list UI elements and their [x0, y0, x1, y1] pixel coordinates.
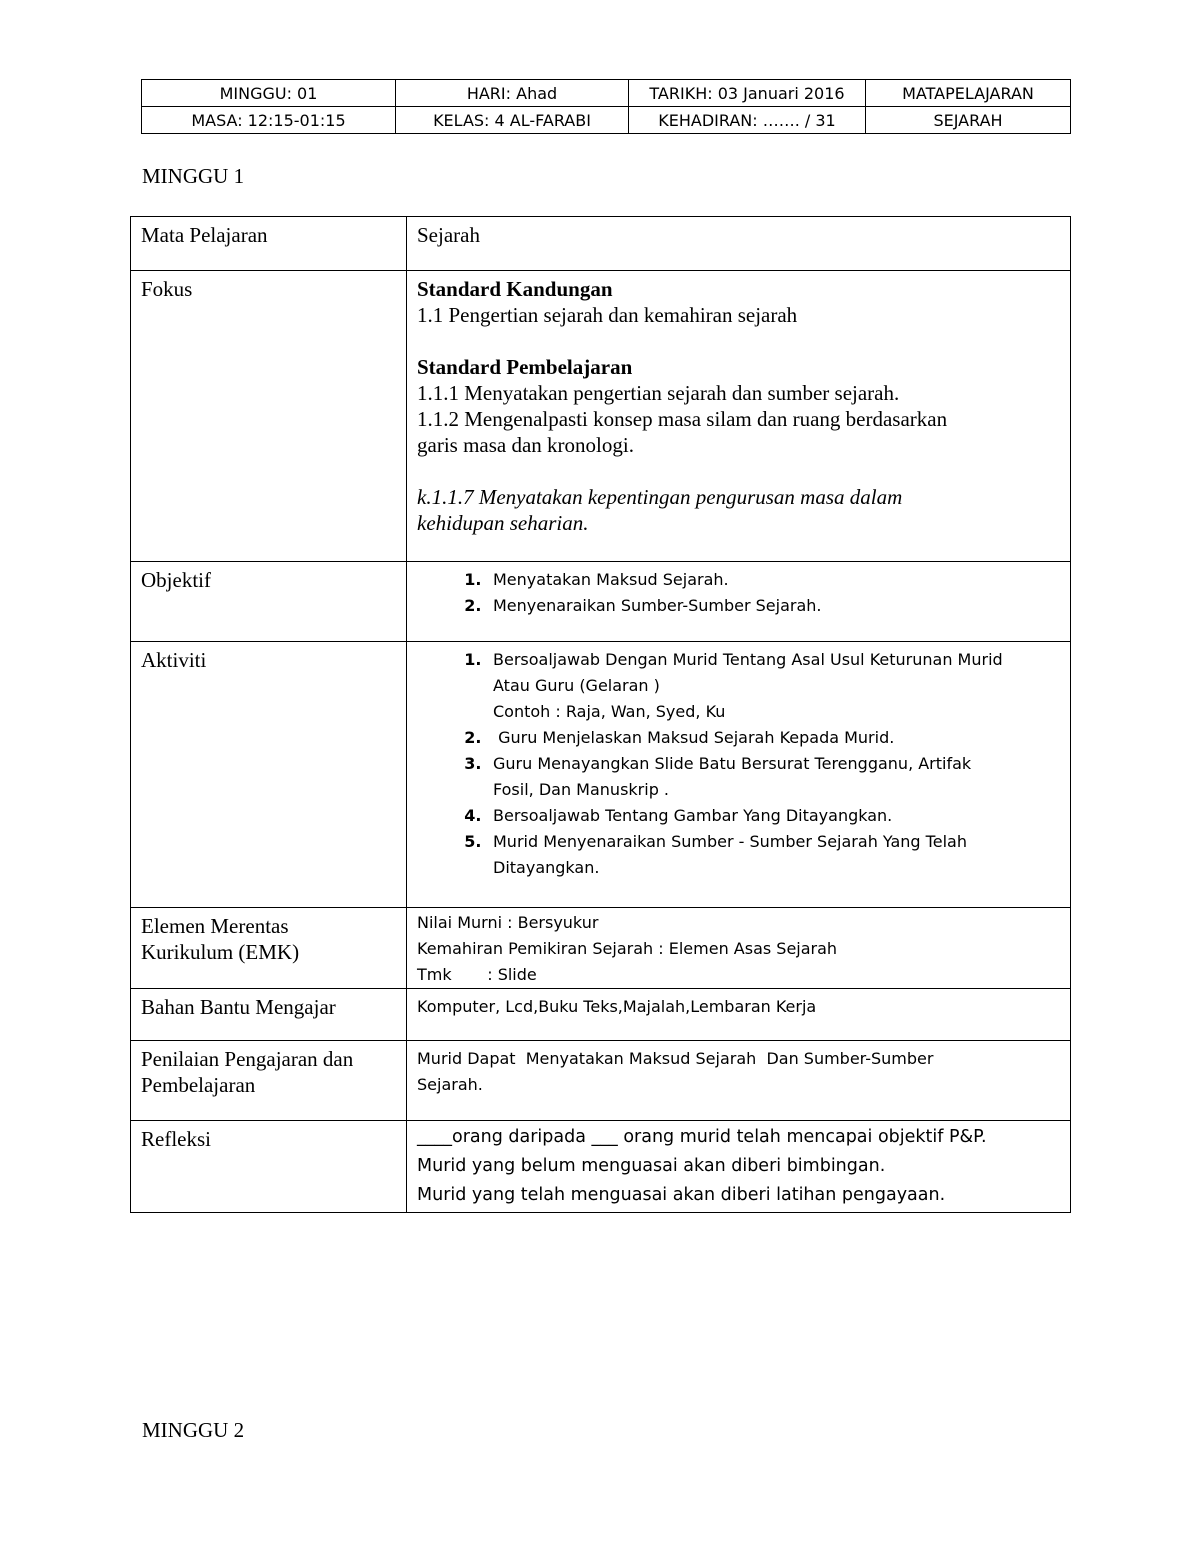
value-objektif	[407, 562, 1071, 642]
row-bbm	[131, 989, 1071, 1041]
k-item-a: k.1.1.7 Menyatakan kepentingan pengurusan masa dalam	[417, 485, 903, 509]
sp-item-1: 1.1.1 Menyatakan pengertian sejarah dan sumber sejarah.	[417, 381, 900, 405]
sp-item-2a: 1.1.2 Mengenalpasti konsep masa silam dan ruang berdasarkan	[417, 407, 948, 431]
value-fokus	[407, 271, 1071, 562]
objektif-item: 1. Menyatakan Maksud Sejarah.	[487, 567, 1060, 593]
aktiviti-item-4: 4. Bersoaljawab Tentang Gambar Yang Ditayangkan.	[487, 803, 1060, 829]
subject-value-cell: SEJARAH	[866, 107, 1071, 134]
penilaian-line-b: Sejarah.	[417, 1075, 483, 1094]
value-emk	[407, 908, 1071, 989]
aktiviti-item-3	[487, 751, 1060, 803]
objektif-item: 2. Menyenaraikan Sumber-Sumber Sejarah.	[487, 593, 1060, 619]
aktiviti-list	[417, 647, 1060, 881]
week-cell: MINGGU: 01	[142, 80, 396, 107]
aktiviti-item-2: 2. Guru Menjelaskan Maksud Sejarah Kepada Murid.	[487, 725, 1060, 751]
aktiviti-item-5	[487, 829, 1060, 881]
value-mata-pelajaran: Sejarah	[407, 217, 1071, 271]
row-aktiviti	[131, 642, 1071, 908]
sp-item-2b: garis masa dan kronologi.	[417, 433, 634, 457]
label-emk-line-a: Elemen Merentas	[141, 914, 289, 938]
label-fokus: Fokus	[131, 271, 407, 562]
sk-item: 1.1 Pengertian sejarah dan kemahiran sejarah	[417, 303, 798, 327]
sk-heading: Standard Kandungan	[417, 277, 613, 301]
value-aktiviti	[407, 642, 1071, 908]
week-1-title: MINGGU 1	[142, 164, 245, 188]
label-refleksi: Refleksi	[131, 1121, 407, 1213]
label-mata-pelajaran: Mata Pelajaran	[131, 217, 407, 271]
k-item-b: kehidupan seharian.	[417, 511, 589, 535]
emk-tmk: Tmk : Slide	[417, 965, 537, 984]
row-mata-pelajaran	[131, 217, 1071, 271]
refleksi-line-1: ____orang daripada ___ orang murid telah mencapai objektif P&P.	[417, 1127, 987, 1147]
aktiviti-item-1-line-b: Atau Guru (Gelaran )	[493, 676, 660, 695]
penilaian-line-a: Murid Dapat Menyatakan Maksud Sejarah Dan Sumber-Sumber	[417, 1049, 934, 1068]
attendance-cell: KEHADIRAN: ……. / 31	[629, 107, 866, 134]
value-refleksi	[407, 1121, 1071, 1213]
emk-kemahiran: Kemahiran Pemikiran Sejarah : Elemen Asas Sejarah	[417, 939, 838, 958]
row-emk	[131, 908, 1071, 989]
class-cell: KELAS: 4 AL-FARABI	[396, 107, 629, 134]
aktiviti-item-5-line-b: Ditayangkan.	[493, 858, 600, 877]
aktiviti-item-3-line-b: Fosil, Dan Manuskrip .	[493, 780, 670, 799]
header-info-table	[141, 79, 1071, 134]
label-emk	[131, 908, 407, 989]
label-penilaian-line-a: Penilaian Pengajaran dan	[141, 1047, 354, 1071]
value-bbm: Komputer, Lcd,Buku Teks,Majalah,Lembaran Kerja	[407, 989, 1071, 1041]
value-penilaian	[407, 1041, 1071, 1121]
lesson-plan-table	[130, 216, 1071, 1213]
label-aktiviti: Aktiviti	[131, 642, 407, 908]
date-cell: TARIKH: 03 Januari 2016	[629, 80, 866, 107]
header-row-1	[142, 80, 1071, 107]
aktiviti-item-5-line-a: 5. Murid Menyenaraikan Sumber - Sumber Sejarah Yang Telah	[493, 832, 967, 851]
refleksi-line-3: Murid yang telah menguasai akan diberi latihan pengayaan.	[417, 1185, 946, 1205]
header-row-2	[142, 107, 1071, 134]
emk-nilai-murni: Nilai Murni : Bersyukur	[417, 913, 599, 932]
row-fokus	[131, 271, 1071, 562]
subject-label-cell: MATAPELAJARAN	[866, 80, 1071, 107]
label-objektif: Objektif	[131, 562, 407, 642]
day-cell: HARI: Ahad	[396, 80, 629, 107]
label-penilaian	[131, 1041, 407, 1121]
week-2-title: MINGGU 2	[142, 1418, 245, 1442]
aktiviti-item-1	[487, 647, 1060, 725]
label-penilaian-line-b: Pembelajaran	[141, 1073, 256, 1097]
label-emk-line-b: Kurikulum (EMK)	[141, 940, 300, 964]
row-objektif	[131, 562, 1071, 642]
sp-heading: Standard Pembelajaran	[417, 355, 633, 379]
objektif-list	[417, 567, 1060, 619]
aktiviti-item-1-line-a: 1. Bersoaljawab Dengan Murid Tentang Asal Usul Keturunan Murid	[493, 650, 1003, 669]
aktiviti-item-1-line-c: Contoh : Raja, Wan, Syed, Ku	[493, 702, 726, 721]
refleksi-line-2: Murid yang belum menguasai akan diberi bimbingan.	[417, 1156, 886, 1176]
row-refleksi	[131, 1121, 1071, 1213]
row-penilaian	[131, 1041, 1071, 1121]
aktiviti-item-3-line-a: 3. Guru Menayangkan Slide Batu Bersurat Terengganu, Artifak	[493, 754, 972, 773]
label-bbm: Bahan Bantu Mengajar	[131, 989, 407, 1041]
time-cell: MASA: 12:15-01:15	[142, 107, 396, 134]
